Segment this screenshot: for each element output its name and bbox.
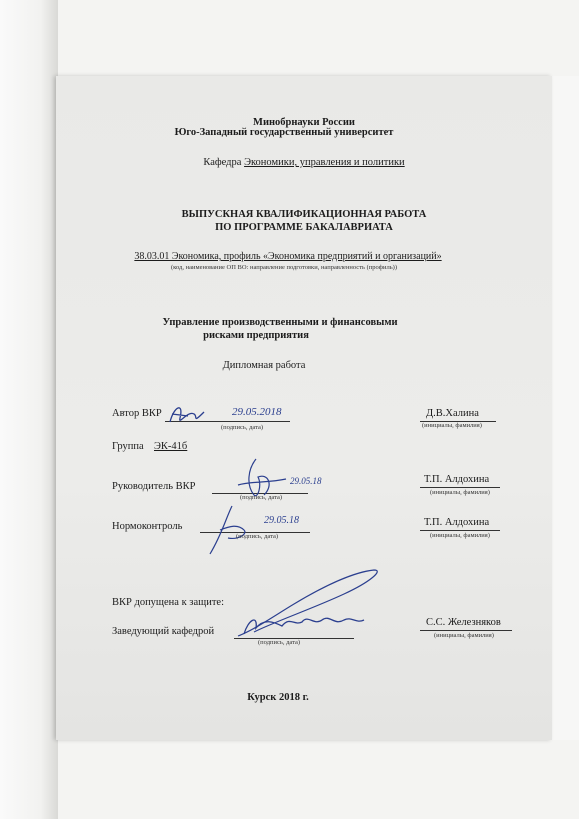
supervisor-name: Т.П. Алдохина bbox=[424, 474, 490, 485]
head-caption: (подпись, дата) bbox=[258, 639, 301, 646]
author-signature bbox=[164, 400, 224, 430]
normcontrol-name: Т.П. Алдохина bbox=[424, 517, 490, 528]
ministry-name: Минобрнауки России bbox=[253, 117, 355, 128]
supervisor-name-caption: (инициалы, фамилия) bbox=[430, 489, 490, 496]
supervisor-caption: (подпись, дата) bbox=[240, 494, 283, 501]
author-name: Д.В.Халина bbox=[426, 408, 479, 419]
group-label: Группа bbox=[112, 441, 144, 452]
department-name: Экономики, управления и политики bbox=[244, 157, 405, 168]
department-line bbox=[56, 157, 552, 168]
topic-line1: Управление производственными и финансовыми bbox=[162, 317, 398, 328]
work-title-line1: ВЫПУСКНАЯ КВАЛИФИКАЦИОННАЯ РАБОТА bbox=[181, 209, 427, 220]
university-name: Юго-Западный государственный университет bbox=[174, 127, 394, 138]
head-name-line bbox=[420, 630, 512, 631]
program-line: 38.03.01 Экономика, профиль «Экономика предприятий и организаций» bbox=[134, 251, 442, 262]
topic-line2: рисками предприятия bbox=[203, 330, 309, 341]
normcontrol-date: 29.05.18 bbox=[264, 515, 299, 526]
author-label: Автор ВКР bbox=[112, 408, 162, 419]
normcontrol-caption: (подпись, дата) bbox=[236, 533, 279, 540]
normcontrol-name-caption: (инициалы, фамилия) bbox=[430, 532, 490, 539]
supervisor-date: 29.05.18 bbox=[290, 476, 322, 486]
author-name-caption: (инициалы, фамилия) bbox=[422, 422, 482, 429]
normcontrol-label: Нормоконтроль bbox=[112, 521, 183, 532]
city-year: Курск 2018 г. bbox=[247, 692, 309, 703]
group-value: ЭК-41б bbox=[154, 441, 188, 452]
admission-note: ВКР допущена к защите: bbox=[112, 597, 224, 608]
program-caption: (код, наименование ОП ВО: направление подготовки, направленность (профиль)) bbox=[171, 264, 397, 271]
department-label: Кафедра bbox=[203, 157, 242, 168]
work-type: Дипломная работа bbox=[222, 360, 306, 371]
head-signature bbox=[234, 560, 394, 650]
normcontrol-signature bbox=[198, 500, 268, 560]
normcontrol-name-line bbox=[420, 530, 500, 531]
supervisor-name-line bbox=[420, 487, 500, 488]
head-label: Заведующий кафедрой bbox=[112, 626, 215, 637]
work-title-line2: ПО ПРОГРАММЕ БАКАЛАВРИАТА bbox=[215, 222, 393, 233]
author-date: 29.05.2018 bbox=[232, 406, 282, 418]
author-caption: (подпись, дата) bbox=[221, 424, 264, 431]
head-name-caption: (инициалы, фамилия) bbox=[434, 632, 494, 639]
desk-background-right bbox=[552, 76, 579, 740]
head-name: С.С. Железняков bbox=[426, 617, 501, 628]
supervisor-label: Руководитель ВКР bbox=[112, 481, 196, 492]
